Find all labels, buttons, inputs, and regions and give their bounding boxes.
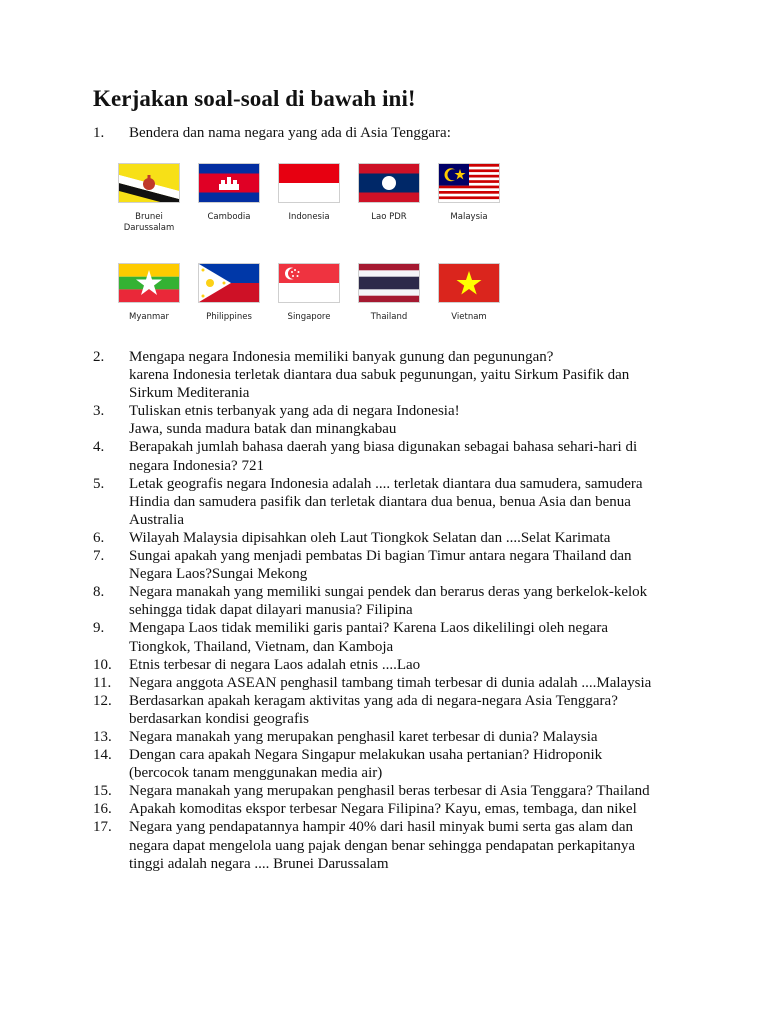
question-line: tinggi adalah negara .... Brunei Darussalam <box>129 855 389 872</box>
question-number: 13. <box>93 728 112 745</box>
question-number: 5. <box>93 475 105 492</box>
flag-grid <box>118 163 518 333</box>
question-line: Hindia dan samudera pasifik dan terletak diantara dua benua, benua Asia dan benua <box>129 493 631 510</box>
question-line: negara dapat mengelola uang pajak dengan benar sehingga pendapatan perkapitanya <box>129 837 636 854</box>
question-item <box>93 619 713 655</box>
question-number: 15. <box>93 783 112 800</box>
flag-label: Brunei Darussalam <box>123 212 175 233</box>
question-number: 14. <box>93 747 112 764</box>
question-line: Mengapa Laos tidak memiliki garis pantai? Karena Laos dikelilingi oleh negara <box>129 620 609 637</box>
flag-item-philippines <box>198 263 260 323</box>
question-line: Negara yang pendapatannya hampir 40% dari hasil minyak bumi serta gas alam dan <box>129 819 633 836</box>
question-line: Sungai apakah yang menjadi pembatas Di bagian Timur antara negara Thailand dan <box>129 548 632 565</box>
question-line: Negara anggota ASEAN penghasil tambang timah terbesar di dunia adalah ....Malaysia <box>129 674 652 691</box>
question-line: Sirkum Mediterania <box>129 385 250 402</box>
question-line: Negara manakah yang merupakan penghasil beras terbesar di Asia Tenggara? Thailand <box>129 783 650 800</box>
question-item <box>93 583 713 619</box>
question-item <box>93 728 713 746</box>
question-number: 4. <box>93 439 105 456</box>
flag-item-myanmar <box>118 263 180 323</box>
question-number: 9. <box>93 620 105 637</box>
question-item <box>93 547 713 583</box>
flag-item-brunei <box>118 163 180 234</box>
flag-label: Philippines <box>206 312 252 322</box>
flag-label: Thailand <box>370 312 408 322</box>
brunei-flag-image <box>118 163 180 203</box>
question-item <box>93 800 713 818</box>
question-item <box>93 348 713 402</box>
question-line: sehingga tidak dapat dilayari manusia? Filipina <box>129 602 413 619</box>
question-number: 3. <box>93 403 105 420</box>
question-item <box>93 475 713 529</box>
flag-item-vietnam <box>438 263 500 323</box>
question-number: 16. <box>93 801 112 818</box>
question-line: Dengan cara apakah Negara Singapur melakukan usaha pertanian? Hidroponik <box>129 747 603 764</box>
flag-label: Lao PDR <box>371 212 407 222</box>
question-number: 6. <box>93 529 105 546</box>
question-number: 7. <box>93 548 105 565</box>
question-number: 10. <box>93 656 112 673</box>
question-number: 12. <box>93 692 112 709</box>
flag-item-cambodia <box>198 163 260 223</box>
question-item <box>93 402 713 438</box>
question-item <box>93 656 713 674</box>
question-item <box>93 782 713 800</box>
question-item <box>93 692 713 728</box>
question-line: Tiongkok, Thailand, Vietnam, dan Kamboja <box>129 638 394 655</box>
question-number: 1. <box>93 125 105 141</box>
flag-item-singapore <box>278 263 340 323</box>
question-text: Bendera dan nama negara yang ada di Asia Tenggara: <box>129 125 451 141</box>
malaysia-flag-image <box>438 163 500 203</box>
question-item <box>93 529 713 547</box>
question-line: (bercocok tanam menggunakan media air) <box>129 765 383 782</box>
flag-item-indonesia <box>278 163 340 223</box>
question-line: Negara Laos?Sungai Mekong <box>129 566 308 583</box>
question-line: Mengapa negara Indonesia memiliki banyak gunung dan pegunungan? <box>129 349 554 365</box>
flag-label: Malaysia <box>450 212 488 222</box>
page-title: Kerjakan soal-soal di bawah ini! <box>93 86 416 111</box>
flag-label: Cambodia <box>207 212 251 222</box>
thailand-flag-image <box>358 263 420 303</box>
question-item <box>93 438 713 474</box>
question-line: Wilayah Malaysia dipisahkan oleh Laut Tiongkok Selatan dan ....Selat Karimata <box>129 529 611 546</box>
question-line: negara Indonesia? 721 <box>129 457 264 474</box>
flag-label: Vietnam <box>451 312 487 322</box>
question-line: berdasarkan kondisi geografis <box>129 710 309 727</box>
question-number: 17. <box>93 819 112 836</box>
lao-flag-image <box>358 163 420 203</box>
flag-item-malaysia <box>438 163 500 223</box>
question-line: Negara manakah yang merupakan penghasil karet terbesar di dunia? Malaysia <box>129 728 598 745</box>
question-item <box>93 818 713 872</box>
question-line: Negara manakah yang memiliki sungai pendek dan berarus deras yang berkelok-kelok <box>129 584 648 601</box>
question-number: 11. <box>93 674 112 691</box>
question-line: Jawa, sunda madura batak dan minangkabau <box>129 421 397 438</box>
question-line: karena Indonesia terletak diantara dua sabuk pegunungan, yaitu Sirkum Pasifik dan <box>129 367 630 384</box>
question-line: Apakah komoditas ekspor terbesar Negara Filipina? Kayu, emas, tembaga, dan nikel <box>129 801 637 818</box>
question-number: 8. <box>93 584 105 601</box>
flag-item-thailand <box>358 263 420 323</box>
cambodia-flag-image <box>198 163 260 203</box>
question-line: Etnis terbesar di negara Laos adalah etnis ....Lao <box>129 656 421 673</box>
flag-item-lao <box>358 163 420 223</box>
flag-label: Indonesia <box>288 212 330 222</box>
flag-label: Myanmar <box>129 312 169 322</box>
vietnam-flag-image <box>438 263 500 303</box>
question-line: Australia <box>129 511 184 528</box>
question-line: Tuliskan etnis terbanyak yang ada di negara Indonesia! <box>129 403 460 420</box>
myanmar-flag-image <box>118 263 180 303</box>
question-line: Berdasarkan apakah keragam aktivitas yang ada di negara-negara Asia Tenggara? <box>129 692 618 709</box>
question-item <box>93 746 713 782</box>
question-line: Berapakah jumlah bahasa daerah yang biasa digunakan sebagai bahasa sehari-hari di <box>129 439 638 456</box>
philippines-flag-image <box>198 263 260 303</box>
indonesia-flag-image <box>278 163 340 203</box>
question-line: Letak geografis negara Indonesia adalah .... terletak diantara dua samudera, samudera <box>129 475 643 492</box>
flag-label: Singapore <box>287 312 331 322</box>
singapore-flag-image <box>278 263 340 303</box>
question-item <box>93 674 713 692</box>
question-list <box>93 348 713 873</box>
question-number: 2. <box>93 349 105 365</box>
